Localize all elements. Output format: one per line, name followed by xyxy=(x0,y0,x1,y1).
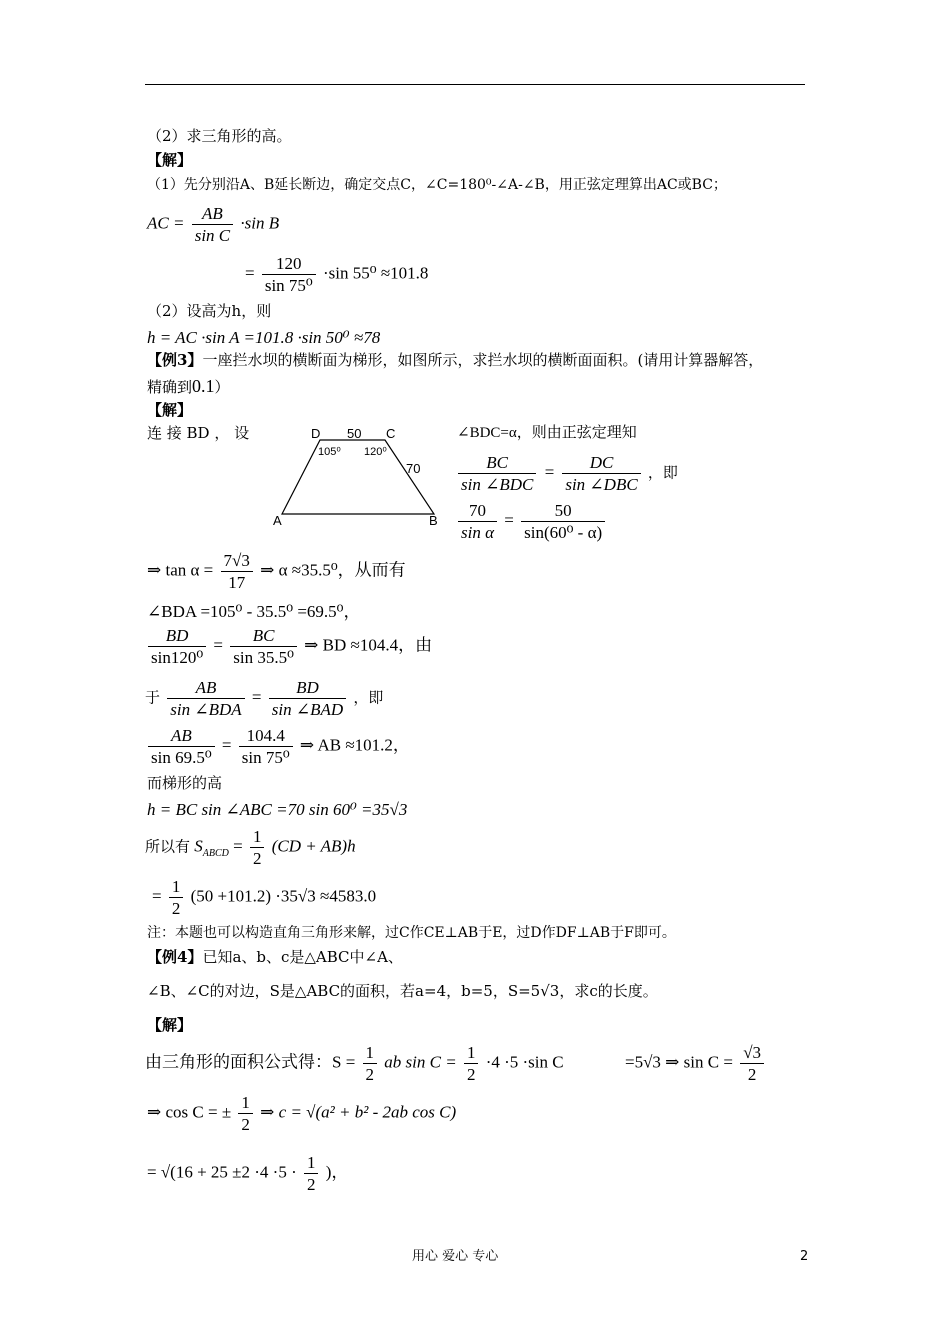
label-D: D xyxy=(311,426,321,441)
eq-ac-value: = $\frac{120}{\text{sin 75⁰}}$ ·sin 55⁰ ≈101.8 xyxy=(245,254,429,296)
note-text: 注：本题也可以构造直角三角形来解，过C作CE⊥AB于E，过D作DF⊥AB于F即可。 xyxy=(147,925,676,941)
height-equation: h = BC sin ∠ABC =70 sin 60⁰ =35√3 xyxy=(147,800,408,819)
part2-title: （2）求三角形的高。 xyxy=(147,127,292,145)
final-line: = √(16 + 25 ±2 ·4 ·5 · $\frac{1}{2}$ )， xyxy=(147,1153,349,1195)
tan-line: ⇒ tan α = $\frac{7√3}{17}$ ⇒ α ≈35.5⁰，从而有 xyxy=(147,551,406,593)
page-number: 2 xyxy=(800,1249,809,1264)
label-C: C xyxy=(386,426,396,441)
header-rule xyxy=(145,84,805,85)
example4-line2: ∠B、∠C的对边，S是△ABC的面积，若a=4，b=5，S=5√3，求c的长度。 xyxy=(147,982,658,1000)
label-A: A xyxy=(273,513,282,528)
page-footer: 用心 爱心 专心 xyxy=(412,1249,499,1264)
ab-ratio-line: 于 $\frac{AB}{\text{sin ∠BDA}}$ = $\frac{BD}{\text{sin ∠BAD}}$ ，即 xyxy=(145,678,384,720)
sine-rule-1: $\frac{BC}{\text{sin ∠BDC}}$ = $\frac{DC}{\text{sin ∠DBC}}$ ，即 xyxy=(455,452,678,496)
angle-definition: ∠BDC=α，则由正弦定理知 xyxy=(457,425,637,441)
solution-heading-3: 【解】 xyxy=(147,1016,193,1034)
trapezoid-shape xyxy=(282,440,434,514)
step2-text: （2）设高为h，则 xyxy=(147,302,272,320)
label-angle-D: 105⁰ xyxy=(318,446,341,458)
example3-line2: 精确到0.1） xyxy=(147,376,230,396)
height-label: 而梯形的高 xyxy=(147,774,223,792)
bda-line: ∠BDA =105⁰ - 35.5⁰ =69.5⁰， xyxy=(147,602,361,621)
label-angle-C: 120⁰ xyxy=(364,446,387,458)
label-side-length: 70 xyxy=(406,461,421,476)
trapezoid-diagram xyxy=(268,424,448,532)
solution-heading: 【解】 xyxy=(147,151,193,169)
sinC-result: =5√3 ⇒ sin C = $\frac{√3}{2}$ xyxy=(625,1042,767,1086)
ab-line: $\frac{AB}{\text{sin 69.5⁰}}$ = $\frac{104.4}{\text{sin 75⁰}}$ ⇒ AB ≈101.2， xyxy=(145,725,410,769)
sine-rule-2: $\frac{70}{\text{sin α}}$ = $\frac{50}{\text{sin(60⁰ - α)}}$ xyxy=(455,500,608,544)
eq-height-triangle: h = AC ·sin A =101.8 ·sin 50⁰ ≈78 xyxy=(147,328,381,347)
step1-text: （1）先分别沿A、B延长断边，确定交点C，∠C=180⁰-∠A-∠B，用正弦定理算出AC或BC； xyxy=(147,177,727,193)
area-formula: 由三角形的面积公式得：S = $\frac{1}{2}$ ab sin C = $\frac{1}{2}$ ·4 ·5 ·sin C xyxy=(145,1043,564,1085)
area-result: = $\frac{1}{2}$ (50 +101.2) ·35√3 ≈4583.0 xyxy=(152,877,377,919)
example4: 【例4】已知a、b、c是△ABC中∠A、 xyxy=(147,948,403,966)
bd-line: $\frac{BD}{\text{sin120⁰}}$ = $\frac{BC}{\text{sin 35.5⁰}}$ ⇒ BD ≈104.4，由 xyxy=(145,625,432,669)
label-top-length: 50 xyxy=(347,426,362,441)
eq-ac: AC = $\frac{AB}{\text{sin C}}$ ·sin B xyxy=(147,204,280,246)
area-equation: 所以有 $S_{ABCD}$ = $\frac{1}{2}$ (CD + AB)h xyxy=(145,827,356,869)
label-B: B xyxy=(429,513,438,528)
example3: 【例3】一座拦水坝的横断面为梯形，如图所示，求拦水坝的横断面面积。(请用计算器解答， xyxy=(147,351,764,369)
connect-text: 连 接 BD ， 设 xyxy=(147,424,250,442)
cos-line: ⇒ cos C = ± $\frac{1}{2}$ ⇒ c = √(a² + b² - 2ab cos C) xyxy=(147,1093,457,1135)
solution-heading-2: 【解】 xyxy=(147,401,193,419)
